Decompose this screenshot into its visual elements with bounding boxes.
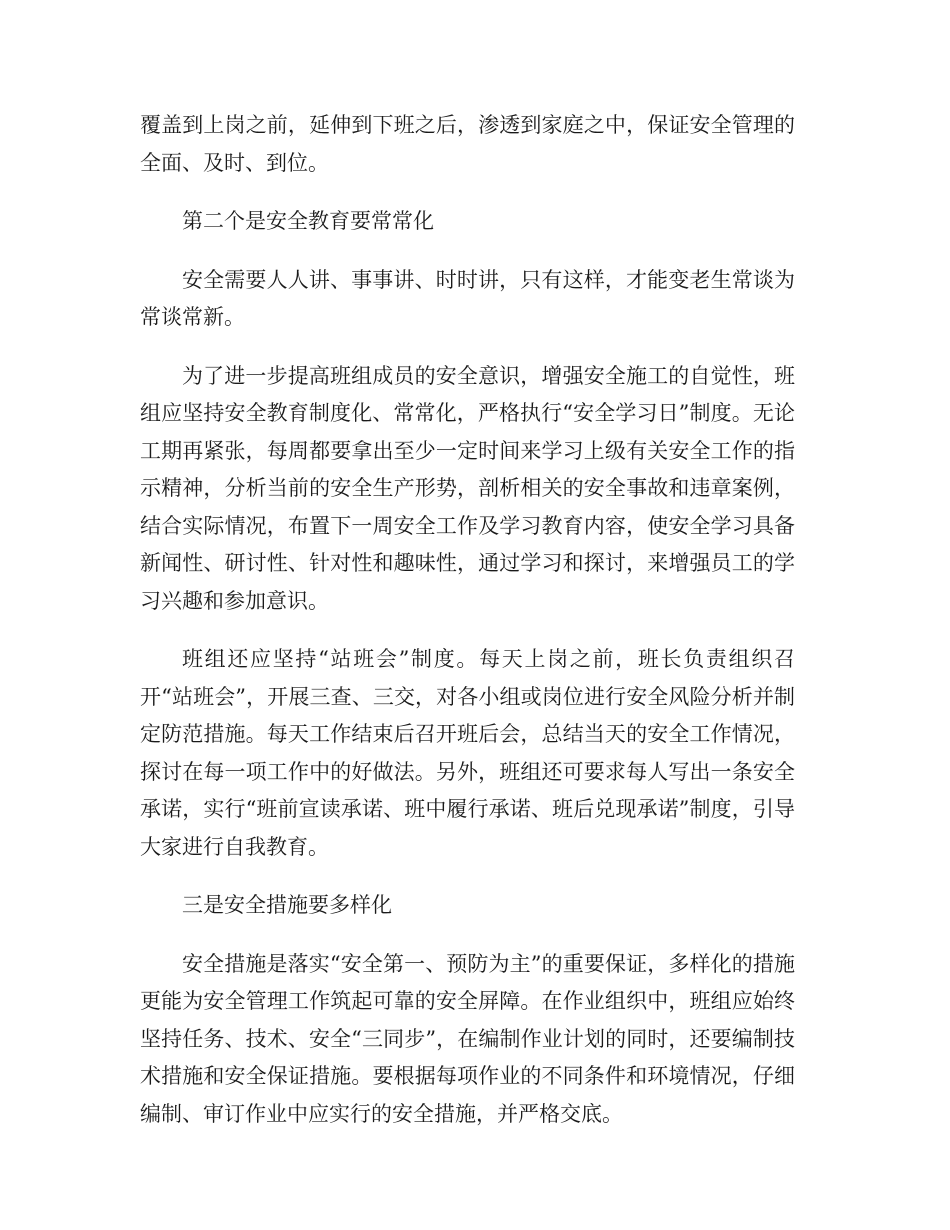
section-heading-safety-education: 第二个是安全教育要常常化 [182,209,434,233]
section-heading-safety-measures: 三是安全措施要多样化 [182,893,392,917]
paragraph-continuation: 覆盖到上岗之前，延伸到下班之后，渗透到家庭之中，保证安全管理的全面、及时、到位。 [140,113,795,175]
document-body [140,107,795,1154]
paragraph: 为了进一步提高班组成员的安全意识，增强安全施工的自觉性，班组应坚持安全教育制度化、常常化，严格执行“安全学习日”制度。无论工期再紧张，每周都要拿出至少一定时间来学习上级有关安全工作的指示精神，分析当前的安全生产形势，剖析相关的安全事故和违章案例，结合实际情况，布置下一周安全工作及学习教育内容，使安全学习具备新闻性、研讨性、针对性和趣味性，通过学习和探讨，来增强员工的学习兴趣和参加意识。 [140,363,795,613]
paragraph: 安全需要人人讲、事事讲、时时讲，只有这样，才能变老生常谈为常谈常新。 [140,267,795,329]
paragraph: 班组还应坚持“站班会”制度。每天上岗之前，班长负责组织召开“站班会”，开展三查、三交，对各小组或岗位进行安全风险分析并制定防范措施。每天工作结束后召开班后会，总结当天的安全工作情况，探讨在每一项工作中的好做法。另外，班组还可要求每人写出一条安全承诺，实行“班前宣读承诺、班中履行承诺、班后兑现承诺”制度，引导大家进行自我教育。 [140,647,795,859]
paragraph: 安全措施是落实“安全第一、预防为主”的重要保证，多样化的措施更能为安全管理工作筑起可靠的安全屏障。在作业组织中，班组应始终坚持任务、技术、安全“三同步”，在编制作业计划的同时，还要编制技术措施和安全保证措施。要根据每项作业的不同条件和环境情况，仔细编制、审订作业中应实行的安全措施，并严格交底。 [140,951,795,1126]
